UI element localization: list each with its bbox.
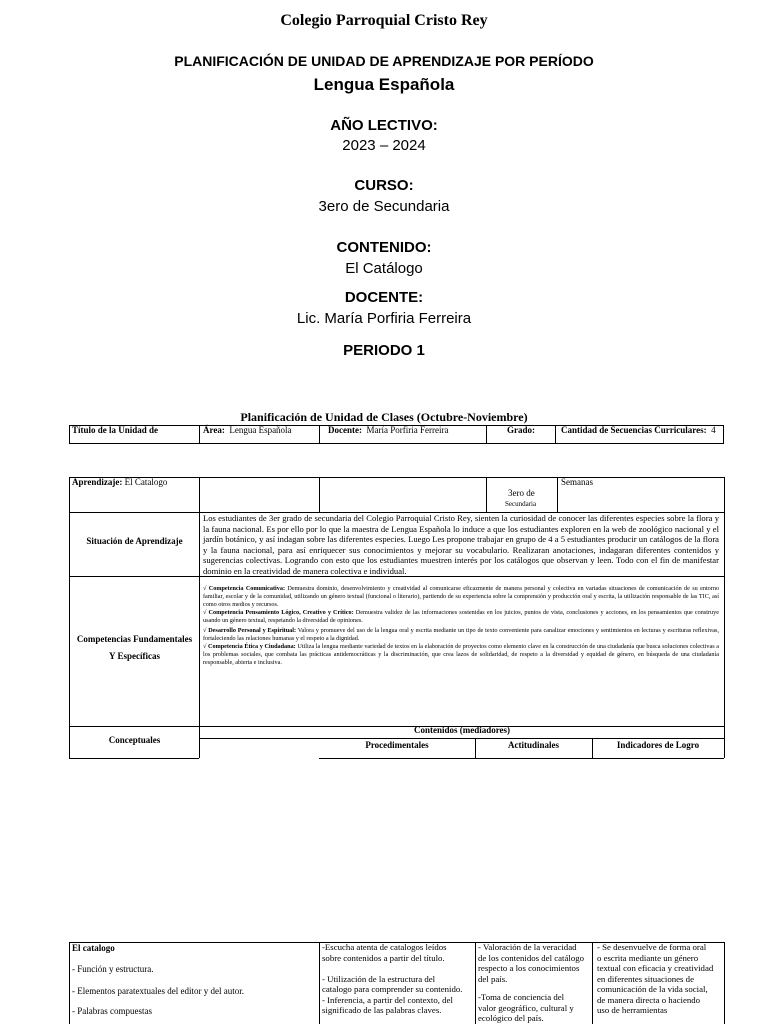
docente-cell bbox=[328, 425, 448, 435]
procedural-line: catalogo para comprender su contenido. bbox=[322, 984, 463, 994]
table-border bbox=[69, 477, 70, 758]
indicator-line: de manera directa o haciendo bbox=[597, 994, 701, 1005]
grade-label: Grado: bbox=[507, 425, 535, 435]
subject-title: Lengua Española bbox=[313, 75, 455, 94]
docente-label: Docente: bbox=[328, 425, 362, 435]
competency-title: √ Desarrollo Personal y Espiritual: bbox=[203, 627, 297, 634]
competency-item bbox=[203, 609, 719, 625]
plan-title: PLANIFICACIÓN DE UNIDAD DE APRENDIZAJE POR PERÍODO bbox=[174, 53, 594, 69]
table-border bbox=[724, 477, 725, 758]
attitudinal-line: -Toma de conciencia del bbox=[478, 992, 565, 1002]
row-separator bbox=[199, 738, 724, 739]
situation-label: Situación de Aprendizaje bbox=[86, 536, 183, 546]
conceptual-item: - Palabras compuestas bbox=[72, 1006, 152, 1016]
procedural-line bbox=[322, 963, 472, 974]
conceptual-item: - Función y estructura. bbox=[72, 964, 154, 974]
conceptual-title: El catalogo bbox=[72, 943, 115, 953]
divider bbox=[319, 942, 320, 1024]
indicator-line: textual con eficacia y creatividad bbox=[597, 963, 714, 973]
learning-label: Aprendizaje: bbox=[72, 477, 123, 487]
indicators-cell bbox=[597, 942, 723, 1016]
competency-item bbox=[203, 627, 719, 643]
teacher-label: DOCENTE: bbox=[344, 289, 424, 306]
competency-title: √ Competencia Ética y Ciudadana: bbox=[203, 643, 296, 650]
situation-text: Los estudiantes de 3er grado de secundaria del Colegio Parroquial Cristo Rey, sienten la curiosidad de conocer las diferentes especies sobre la flora y la fauna nacional. Es por ello por lo que la maestra de Lengua Española lo induce a que los estudiantes exploren en la web de zoológico nacional y el jardín botánico, y así indagan sobre las diferentes especies. Luego Les propone trabajar en grupo de 4 a 5 estudiantes producir un catálogos de la flora y la fauna nacional, para así enriquecer sus conocimientos y mejorar su vocabulario. Realizaran anotaciones, indagaran diferentes contenidos y sugerencias colectivas. Logrando con esto que los estudiantes muestren interés por los catálogos que observan y leen. Todo con el fin de manifestar dominio en la creatividad de manera colectiva e individual. bbox=[203, 513, 719, 576]
divider bbox=[486, 477, 487, 512]
conceptual-item: - Elementos paratextuales del editor y del autor. bbox=[72, 986, 244, 996]
grade-sub: Secundaria bbox=[505, 500, 537, 508]
col-conceptual: Conceptuales bbox=[108, 735, 161, 745]
col-indicators: Indicadores de Logro bbox=[616, 740, 700, 750]
table-border bbox=[724, 942, 725, 1024]
attitudinal-line: del país. bbox=[478, 973, 508, 984]
attitudinal-line: valor geográfico, cultural y bbox=[478, 1002, 574, 1013]
divider bbox=[557, 477, 558, 512]
indicator-line: o escrita mediante un género bbox=[597, 952, 699, 963]
grade-value: 3ero de bbox=[508, 488, 535, 498]
divider bbox=[486, 425, 487, 444]
procedural-line: -Escucha atenta de catalogos leídos bbox=[322, 942, 447, 952]
attitudinal-cell bbox=[478, 942, 590, 1024]
competency-title: √ Competencia Pensamiento Lógico, Creativo y Crítico: bbox=[203, 609, 354, 616]
procedural-line: sobre contenidos a partir del título. bbox=[322, 952, 445, 963]
period-label: PERIODO 1 bbox=[343, 342, 425, 359]
procedural-line: - Inferencia, a partir del contexto, del bbox=[322, 994, 453, 1005]
sequences-cell bbox=[561, 425, 716, 435]
competencies-label-sub: Y Específicas bbox=[109, 651, 160, 661]
competency-text: Demuestra validez de las informaciones sostenidas en los juicios, puntos de vista, conclusiones y acciones, en los pensamientos que construye usando un género textual, respetando la diversidad de opiniones. bbox=[203, 609, 719, 624]
content-value: El Catálogo bbox=[345, 260, 423, 277]
competency-title: √ Competencia Comunicativa: bbox=[203, 585, 286, 592]
unit-table-title: Planificación de Unidad de Clases (Octubre-Noviembre) bbox=[240, 410, 528, 424]
competency-text: Utiliza la lengua mediante variedad de textos en la elaboración de proyectos como elemento clave en la construcción de una ciudadanía que busca soluciones colectivas a los problemas sociales, que combata las prácticas antidemocráticas y la discriminación, que crea lazos de solidaridad, de respeto a la diversidad y equidad de género, en búsqueda de una ciudadanía responsable, abierta e inclusiva. bbox=[203, 643, 719, 666]
unit-title-label: Título de la Unidad de bbox=[72, 425, 159, 435]
procedural-line: significado de las palabras claves. bbox=[322, 1005, 442, 1015]
competency-item bbox=[203, 585, 719, 609]
col-procedural: Procedimentales bbox=[365, 740, 429, 750]
divider bbox=[199, 477, 200, 758]
attitudinal-line bbox=[478, 984, 590, 992]
attitudinal-line: ecológico del país. bbox=[478, 1013, 544, 1023]
indicator-line: uso de herramientas bbox=[597, 1005, 668, 1015]
weeks-label: Semanas bbox=[561, 477, 593, 487]
divider bbox=[319, 425, 320, 444]
row-separator bbox=[69, 758, 199, 759]
row-separator bbox=[319, 758, 724, 759]
competency-text: Demuestra dominio, desenvolvimiento y creatividad al comunicarse eficazmente de manera personal y colectiva en variadas situaciones de comunicación de su entorno familiar, escolar y de la comunidad, utilizando un género textual (funcional o literario), partiendo de su experiencia sobre la comprensión y producción oral y escrita, la utilización responsable de las TIC, así como otros medios y recursos. bbox=[203, 585, 720, 608]
competency-item bbox=[203, 643, 719, 667]
divider bbox=[319, 477, 320, 512]
attitudinal-line: respecto a los conocimientos bbox=[478, 963, 580, 973]
divider bbox=[199, 425, 200, 444]
table-border bbox=[69, 942, 70, 1024]
area-cell bbox=[203, 425, 292, 435]
sequences-value: 4 bbox=[711, 425, 716, 435]
procedural-line: - Utilización de la estructura del bbox=[322, 973, 436, 984]
learning-value: El Catalogo bbox=[124, 477, 168, 487]
contents-header: Contenidos (mediadores) bbox=[413, 725, 511, 735]
indicator-line: - Se desenvuelve de forma oral bbox=[597, 942, 707, 952]
procedural-cell bbox=[322, 942, 472, 1016]
competencies-label: Competencias Fundamentales bbox=[76, 634, 193, 644]
col-attitudinal: Actitudinales bbox=[507, 740, 559, 750]
docente-value: María Porfiria Ferreira bbox=[366, 425, 449, 435]
school-name: Colegio Parroquial Cristo Rey bbox=[280, 12, 488, 29]
attitudinal-line: - Valoración de la veracidad bbox=[478, 942, 577, 952]
year-label: AÑO LECTIVO: bbox=[330, 117, 438, 134]
course-label: CURSO: bbox=[354, 177, 414, 194]
attitudinal-line: de los contenidos del catálogo bbox=[478, 952, 585, 963]
teacher-value: Lic. María Porfiria Ferreira bbox=[296, 310, 472, 327]
course-value: 3ero de Secundaria bbox=[318, 198, 450, 215]
indicator-line: en diferentes situaciones de bbox=[597, 973, 694, 984]
area-label: Área: bbox=[203, 425, 225, 435]
content-label: CONTENIDO: bbox=[336, 239, 432, 256]
competencies-list bbox=[203, 585, 719, 667]
row-separator bbox=[69, 576, 724, 577]
year-value: 2023 – 2024 bbox=[342, 137, 426, 154]
divider bbox=[475, 942, 476, 1024]
indicator-line: comunicación de la vida social, bbox=[597, 984, 708, 994]
divider bbox=[592, 942, 593, 1024]
sequences-label: Cantidad de Secuencias Curriculares: bbox=[561, 425, 707, 435]
divider bbox=[555, 425, 556, 444]
area-value: Lengua Española bbox=[229, 425, 292, 435]
competency-text: Valora y promueve del uso de la lengua oral y escrita mediante un tipo de texto conveniente para canalizar emociones y sentimientos en lecturas y escrituras reflexivas, fortaleciendo las relaciones humanas y el respeto a la dignidad. bbox=[203, 627, 719, 642]
learning-cell bbox=[72, 477, 167, 487]
